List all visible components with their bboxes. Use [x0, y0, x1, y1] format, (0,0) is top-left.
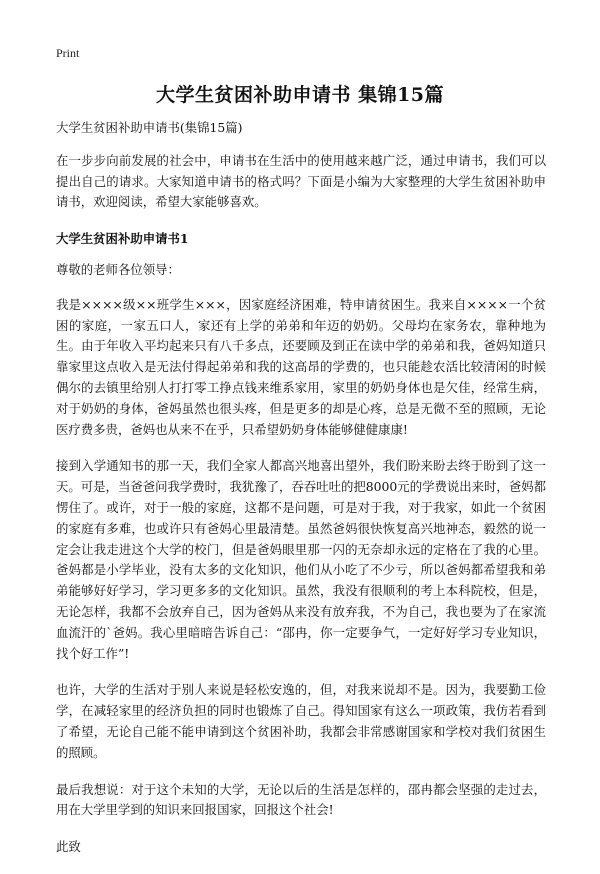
print-link[interactable]: Print — [56, 46, 80, 60]
page-title: 大学生贫困补助申请书 集锦15篇 — [155, 84, 445, 106]
document-body — [56, 118, 546, 874]
body-paragraph-2: 接到入学通知书的那一天，我们全家人都高兴地喜出望外，我们盼来盼去终于盼到了这一天。可是，当爸爸问我学费时，我犹豫了，吞吞吐吐的把8000元的学费说出来时，爸妈都愣住了。或许，对于一般的家庭，这都不是问题，可是对于我，对于我家，如此一个贫困的家庭有多难，也或许只有爸妈心里最清楚。虽然爸妈很快恢复高兴地神态，毅然的说一定会让我走进这个大学的校门，但是爸妈眼里那一闪的无奈却永远的定格在了我的心里。爸妈都是小学毕业，没有太多的文化知识，他们从小吃了不少亏，所以爸妈都希望我和弟弟能够好好学习，学习更多多的文化知识。虽然，我没有很顺利的考上本科院校，但是，无论怎样，我都不会放弃自己，因为爸妈从来没有放弃我，不为自己，我也要为了在家流血流汗的`爸妈。我心里暗暗告诉自己：“邵冉，你一定要争气，一定好好学习专业知识，找个好工作”! — [56, 458, 546, 661]
salutation: 尊敬的老师各位领导： — [56, 261, 180, 277]
section-heading: 大学生贫困补助申请书1 — [56, 231, 189, 247]
body-paragraph-3: 也许，大学的生活对于别人来说是轻松安逸的，但，对我来说却不是。因为，我要勤工俭学，在减轻家里的经济负担的同时也锻炼了自己。得知国家有这么一项政策，我仿若看到了希望，无论自己能不能申请到这个贫困补助，我都会非常感谢国家和学校对我们贫困生的照顾。 — [56, 682, 546, 760]
intro-paragraph: 在一步步向前发展的社会中，申请书在生活中的使用越来越广泛，通过申请书，我们可以提出自己的请求。大家知道申请书的格式吗？下面是小编为大家整理的大学生贫困补助申请书，欢迎阅读，希望大家能够喜欢。 — [56, 152, 546, 210]
body-paragraph-1: 我是××××级××班学生×××，因家庭经济困难，特申请贫困生。我来自××××一个贫困的家庭，一家五口人，家还有上学的弟弟和年迈的奶奶。父母均在家务农，靠种地为生。由于年收入平均起来只有八千多点，还要顾及到正在读中学的弟弟和我，爸妈知道只靠家里这点收入是无法付得起弟弟和我的这高昂的学费的，也只能趁农活比较清闲的时候偶尔的去镇里给别人打打零工挣点钱来维系家用，家里的奶奶身体也是欠佳，经常生病，对于奶奶的身体，爸妈虽然也很头疼，但是更多的却是心疼，总是无微不至的照顾，无论医疗费多贵，爸妈也从来不在乎，只希望奶奶身体能够健健康康! — [56, 296, 546, 437]
body-paragraph-4: 最后我想说：对于这个未知的大学，无论以后的生活是怎样的，邵冉都会坚强的走过去，用在大学里学到的知识来回报国家，回报这个社会! — [56, 781, 546, 818]
document-subtitle: 大学生贫困补助申请书(集锦15篇) — [56, 120, 243, 135]
closing-text: 此致 — [56, 839, 81, 855]
